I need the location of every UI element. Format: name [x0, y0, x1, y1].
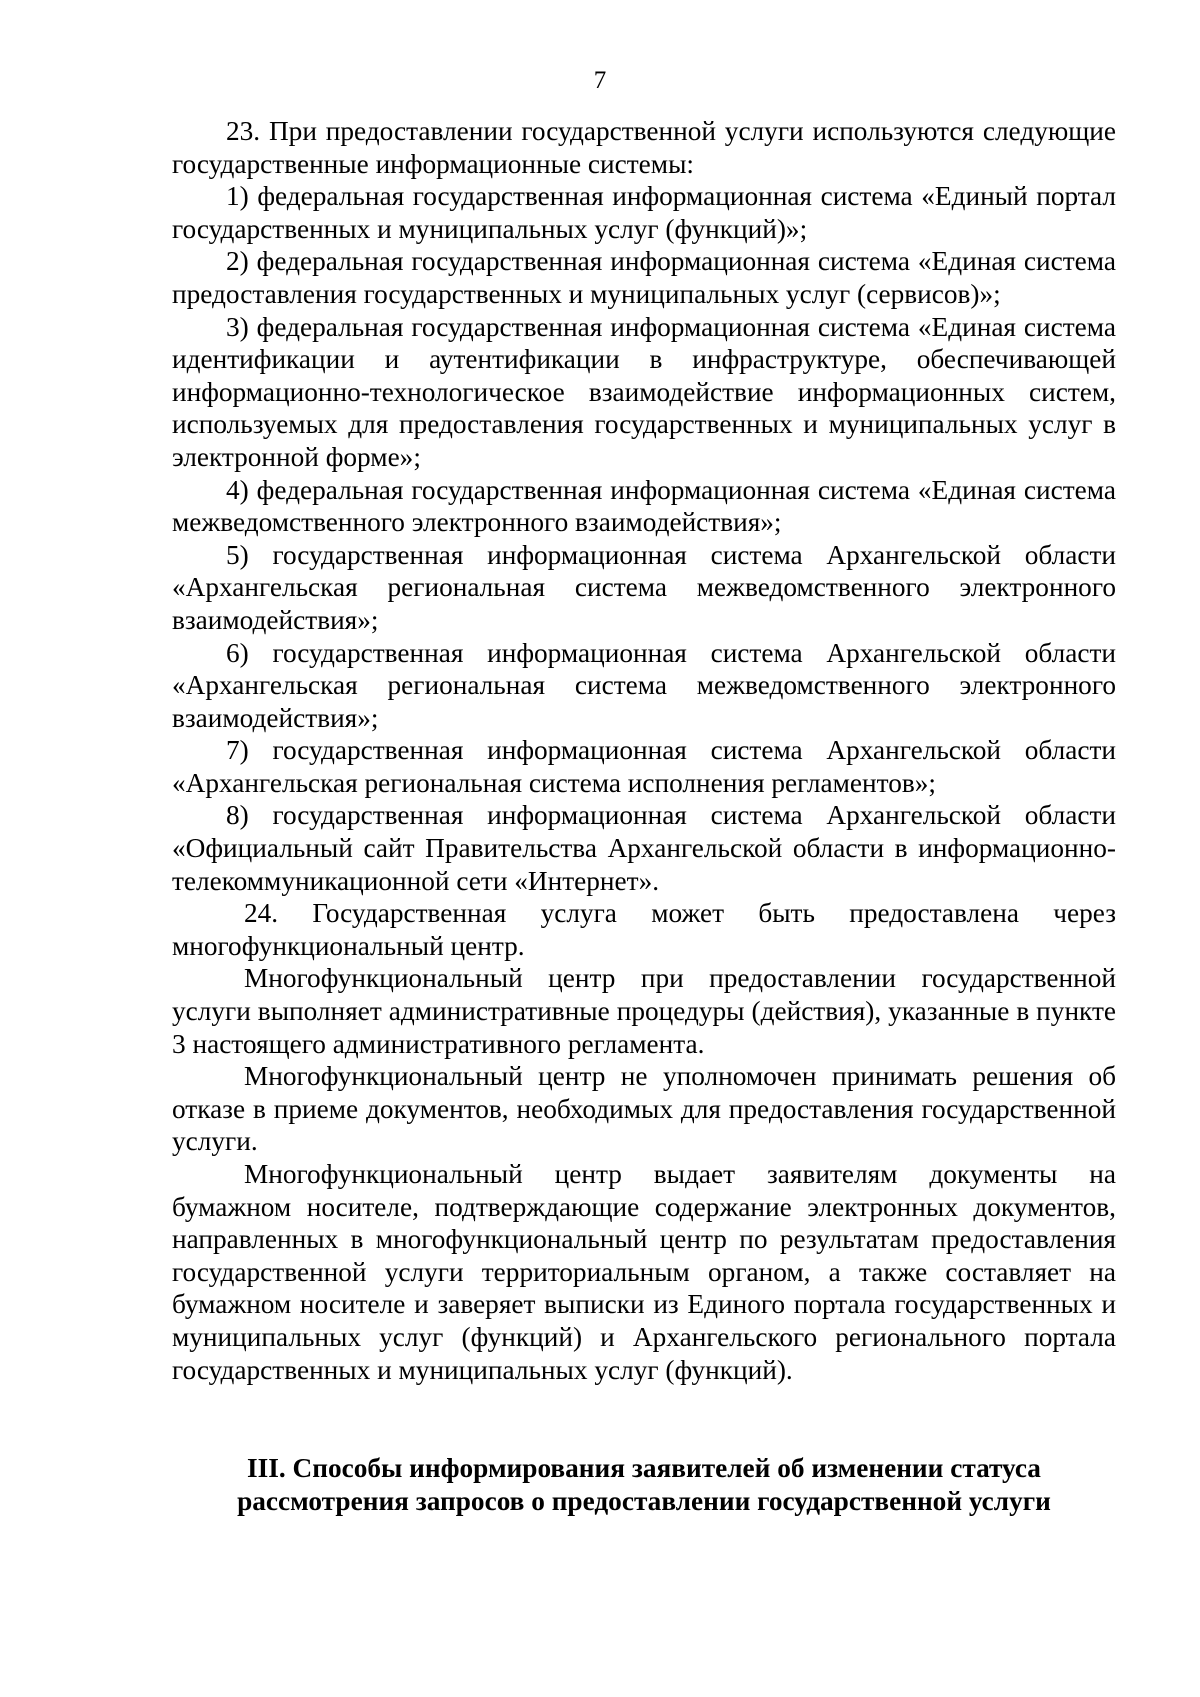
page-number: 7 [593, 67, 607, 94]
paragraph-mfc-not-authorized: Многофункциональный центр не уполномочен принимать решения об отказе в приеме документов, необходимых для предоставления государственной услуги. [172, 1061, 1116, 1157]
paragraph-23: 23. При предоставлении государственной услуги используются следующие государственные информационные системы: [172, 116, 1116, 179]
list-item-6: 6) государственная информационная система Архангельской области «Архангельская региональная система межведомственного электронного взаимодействия»; [172, 637, 1116, 733]
paragraph-mfc-documents: Многофункциональный центр выдает заявителям документы на бумажном носителе, подтверждающие содержание электронных документов, направленных в многофункциональный центр по результатам предоставления государственной услуги территориальным органом, а также составляет на бумажном носителе и заверяет выписки из Единого портала государственных и муниципальных услуг (функций) и Архангельского регионального портала государственных и муниципальных услуг (функций). [172, 1159, 1116, 1385]
paragraph-mfc-procedures: Многофункциональный центр при предоставлении государственной услуги выполняет административные процедуры (действия), указанные в пункте 3 настоящего административного регламента. [172, 963, 1116, 1059]
list-item-7: 7) государственная информационная система Архангельской области «Архангельская региональная система исполнения регламентов»; [172, 735, 1116, 798]
paragraph-24: 24. Государственная услуга может быть предоставлена через многофункциональный центр. [172, 898, 1116, 961]
section-heading-line-2: рассмотрения запросов о предоставлении государственной услуги [237, 1486, 1051, 1516]
list-item-1: 1) федеральная государственная информационная система «Единый портал государственных и муниципальных услуг (функций)»; [172, 181, 1116, 244]
document-body [172, 115, 1116, 1386]
list-item-5: 5) государственная информационная система Архангельской области «Архангельская региональная система межведомственного электронного взаимодействия»; [172, 539, 1116, 635]
section-heading [172, 1452, 1116, 1518]
list-item-3: 3) федеральная государственная информационная система «Единая система идентификации и аутентификации в инфраструктуре, обеспечивающей информационно-технологическое взаимодействие информационных систем, используемых для предоставления государственных и муниципальных услуг в электронной форме»; [172, 311, 1116, 472]
list-item-8: 8) государственная информационная система Архангельской области «Официальный сайт Правительства Архангельской области в информационно-телекоммуникационной сети «Интернет». [172, 800, 1116, 896]
list-item-4: 4) федеральная государственная информационная система «Единая система межведомственного электронного взаимодействия»; [172, 474, 1116, 538]
list-item-2: 2) федеральная государственная информационная система «Единая система предоставления государственных и муниципальных услуг (сервисов)»; [172, 246, 1116, 309]
section-heading-line-1: III. Способы информирования заявителей об изменении статуса [247, 1453, 1041, 1483]
